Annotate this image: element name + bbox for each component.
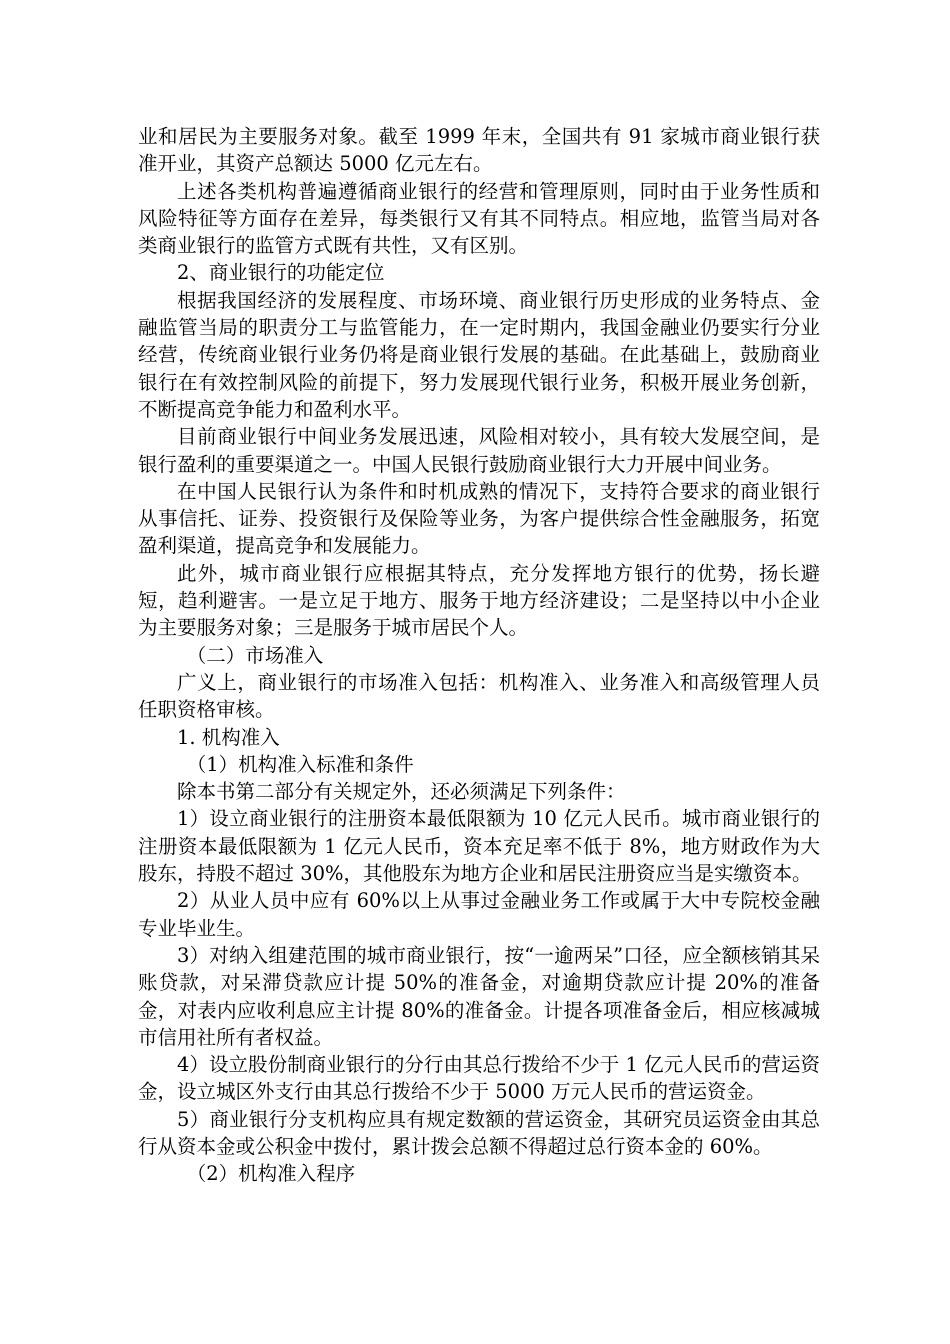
paragraph: 广义上，商业银行的市场准入包括：机构准入、业务准入和高级管理人员任职资格审核。 (138, 670, 820, 722)
list-item: 1）设立商业银行的注册资本最低限额为 10 亿元人民币。城市商业银行的注册资本最低限额为 1 亿元人民币，资本充足率不低于 8%，地方财政作为大股东，持股不超过 30%，其他股东为地方企业和居民注册资应当是实缴资本。 (138, 807, 820, 886)
section-heading: 1. 机构准入 (177, 725, 280, 749)
list-item: 4）设立股份制商业银行的分行由其总行拨给不少于 1 亿元人民币的营运资金，设立城区外支行由其总行拨给不少于 5000 万元人民币的营运资金。 (138, 1053, 820, 1104)
paragraph: 根据我国经济的发展程度、市场环境、商业银行历史形成的业务特点、金融监管当局的职责分工与监管能力，在一定时期内，我国金融业仍要实行分业经营，传统商业银行业务仍将是商业银行发展的基础。在此基础上，鼓励商业银行在有效控制风险的前提下，努力发展现代银行业务，积极开展业务创新，不断提高竞争能力和盈利水平。 (138, 288, 820, 421)
paragraph: 上述各类机构普遍遵循商业银行的经营和管理原则，同时由于业务性质和风险特征等方面存在差异，每类银行又有其不同特点。相应地，监管当局对各类商业银行的监管方式既有共性，又有区别。 (138, 179, 820, 258)
paragraph: 目前商业银行中间业务发展迅速，风险相对较小，具有较大发展空间，是银行盈利的重要渠道之一。中国人民银行鼓励商业银行大力开展中间业务。 (138, 425, 820, 476)
section-heading: （二）市场准入 (186, 643, 324, 667)
list-item: 3）对纳入组建范围的城市商业银行，按“一逾两呆”口径，应全额核销其呆账贷款，对呆滞贷款应计提 50%的准备金，对逾期贷款应计提 20%的准备金，对表内应收利息应主计提 80%的准备金。计提各项准备金后，相应核减城市信用社所有者权益。 (138, 943, 820, 1049)
subsection-heading: （1）机构准入标准和条件 (186, 752, 414, 776)
section-heading: 2、商业银行的功能定位 (177, 261, 385, 285)
list-item: 5）商业银行分支机构应具有规定数额的营运资金，其研究员运资金由其总行从资本金或公积金中拨付，累计拨会总额不得超过总行资本金的 60%。 (138, 1107, 820, 1158)
document-page (138, 123, 820, 1188)
subsection-heading: （2）机构准入程序 (186, 1162, 356, 1186)
list-item: 2）从业人员中应有 60%以上从事过金融业务工作或属于大中专院校金融专业毕业生。 (138, 889, 820, 940)
paragraph-continuation: 业和居民为主要服务对象。截至 1999 年末，全国共有 91 家城市商业银行获准开业，其资产总额达 5000 亿元左右。 (138, 125, 820, 176)
paragraph: 此外，城市商业银行应根据其特点，充分发挥地方银行的优势，扬长避短，趋利避害。一是立足于地方、服务于地方经济建设；二是坚持以中小企业为主要服务对象；三是服务于城市居民个人。 (138, 561, 820, 640)
paragraph: 在中国人民银行认为条件和时机成熟的情况下，支持符合要求的商业银行从事信托、证券、投资银行及保险等业务，为客户提供综合性金融服务，拓宽盈利渠道，提高竞争和发展能力。 (138, 479, 820, 558)
paragraph: 除本书第二部分有关规定外，还必须满足下列条件： (177, 780, 626, 804)
